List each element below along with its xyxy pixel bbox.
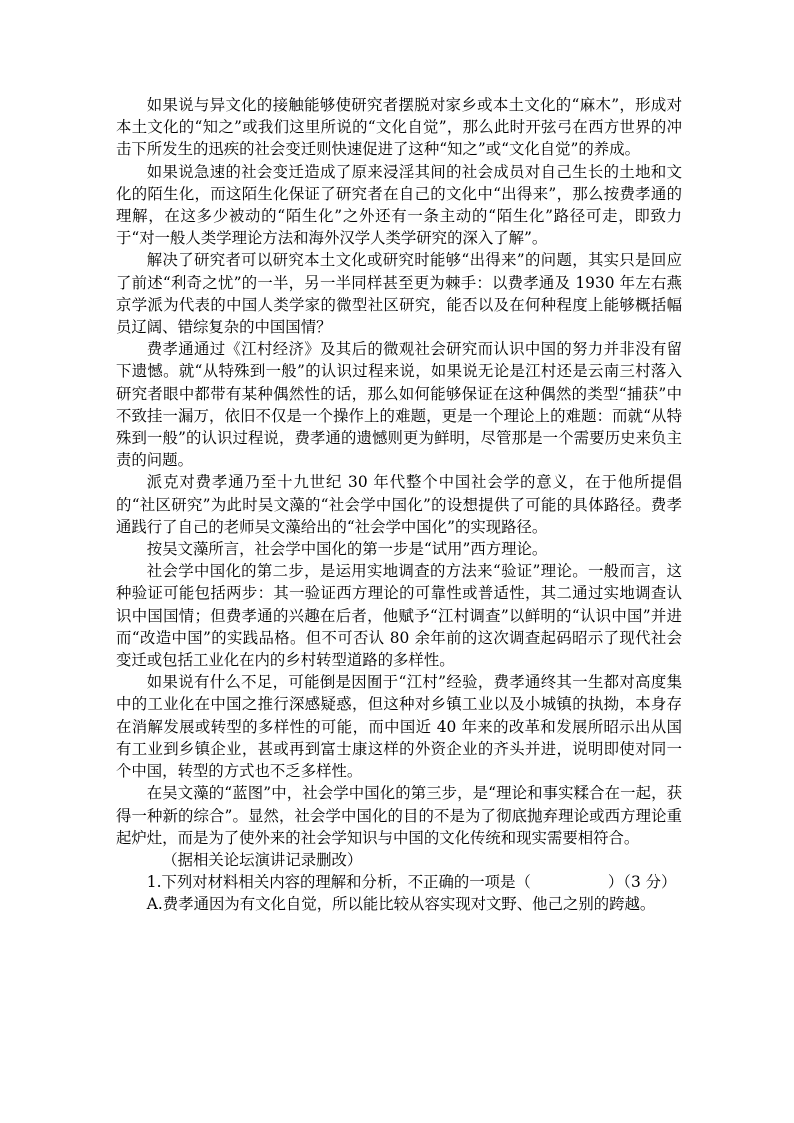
option-a: A.费孝通因为有文化自觉，所以能比较从容实现对文野、他己之别的跨越。: [146, 895, 656, 914]
paragraph-7: 社会学中国化的第二步，是运用实地调查的方法来“验证”理论。一般而言，这种验证可能包括两步：其一验证西方理论的可靠性或普适性，其二通过实地调查认识中国国情；但费孝通的兴趣在后者，他赋予“江村调查”以鲜明的“认识中国”并进而“改造中国”的实践品格。但不可否认 80 余年前的这次调查起码昭示了现代社会变迁或包括工业化在内的乡村转型道路的多样性。: [116, 562, 682, 670]
paragraph-1: 如果说与异文化的接触能够使研究者摆脱对家乡或本土文化的“麻木”，形成对本土文化的“知之”或我们这里所说的“文化自觉”，那么此时开弦弓在西方世界的冲击下所发生的迅疾的社会变迁则快速促进了这种“知之”或“文化自觉”的养成。: [116, 96, 682, 159]
paragraph-3: 解决了研究者可以研究本土文化或研究时能够“出得来”的问题，其实只是回应了前述“利奇之忧”的一半，另一半同样甚至更为棘手：以费孝通及 1930 年左右燕京学派为代表的中国人类学家的微型社区研究，能否以及在何种程度上能够概括幅员辽阔、错综复杂的中国国情？: [116, 251, 682, 337]
paragraph-4: 费孝通通过《江村经济》及其后的微观社会研究而认识中国的努力并非没有留下遗憾。就“从特殊到一般”的认识过程来说，如果说无论是江村还是云南三村落入研究者眼中都带有某种偶然性的话，那么如何能够保证在这种偶然的类型“捕获”中不致挂一漏万，依旧不仅是一个操作上的难题，更是一个理论上的难题：而就“从特殊到一般”的认识过程说，费孝通的遗憾则更为鲜明，尽管那是一个需要历史来负主责的问题。: [116, 340, 682, 470]
question-stem: [116, 871, 682, 893]
paragraph-9: 在吴文藻的“蓝图”中，社会学中国化的第三步，是“理论和事实糅合在一起，获得一种新的综合”。显然，社会学中国化的目的不是为了彻底抛弃理论或西方理论重起炉灶，而是为了使外来的社会学知识与中国的文化传统和现实需要相符合。: [116, 784, 682, 847]
paragraph-2: 如果说急速的社会变迁造成了原来浸淫其间的社会成员对自己生长的土地和文化的陌生化，而这陌生化保证了研究者在自己的文化中“出得来”，那么按费孝通的理解，在这多少被动的“陌生化”之外还有一条主动的“陌生化”路径可走，即致力于“对一般人类学理论方法和海外汉学人类学研究的深入了解”。: [116, 162, 682, 248]
question-score: ）（3 分）: [607, 873, 677, 892]
source-note: （据相关论坛演讲记录删改）: [162, 850, 363, 869]
question-stem-text: 1.下列对材料相关内容的理解和分析，不正确的一项是（: [146, 873, 531, 892]
paragraph-6: 按吴文藻所言，社会学中国化的第一步是“试用”西方理论。: [146, 540, 548, 559]
document-page: [116, 94, 682, 916]
paragraph-5: 派克对费孝通乃至十九世纪 30 年代整个中国社会学的意义，在于他所提倡的“社区研究”为此时吴文藻的“社会学中国化”的设想提供了可能的具体路径。费孝通践行了自己的老师吴文藻给出的“社会学中国化”的实现路径。: [116, 473, 682, 536]
paragraph-8: 如果说有什么不足，可能倒是因囿于“江村”经验，费孝通终其一生都对高度集中的工业化在中国之推行深感疑惑，但这种对乡镇工业以及小城镇的执拗，本身存在消解发展或转型的多样性的可能，而中国近 40 年来的改革和发展所昭示出从国有工业到乡镇企业，甚或再到富士康这样的外资企业的齐头并进，说明即使对同一个中国，转型的方式也不乏多样性。: [116, 673, 682, 781]
